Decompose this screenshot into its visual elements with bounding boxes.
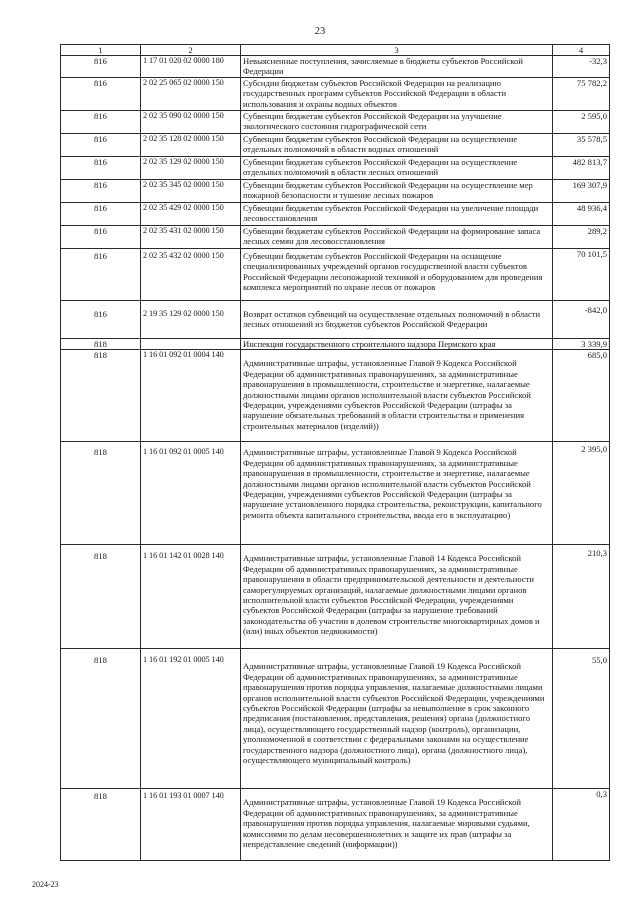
budget-code-cell: 2 02 35 129 02 0000 150 — [141, 157, 241, 180]
revenue-name-cell: Возврат остатков субвенций на осуществление отдельных полномочий в области лесных отношений из бюджетов субъектов Российской Федерации — [241, 301, 553, 339]
table-row — [61, 442, 610, 545]
admin-code-cell: 816 — [61, 56, 141, 78]
document-footer-code: 2024-23 — [32, 880, 59, 889]
budget-code-cell: 1 16 01 193 01 0007 140 — [141, 789, 241, 861]
amount-cell: 169 307,9 — [553, 180, 610, 203]
budget-code-cell: 1 16 01 142 01 0028 140 — [141, 545, 241, 649]
budget-code-cell: 2 02 35 345 02 0000 150 — [141, 180, 241, 203]
table-row — [61, 111, 610, 134]
page-number: 23 — [314, 26, 326, 37]
table-row — [61, 339, 610, 350]
amount-cell: 289,2 — [553, 226, 610, 249]
amount-cell: 48 936,4 — [553, 203, 610, 226]
amount-cell: 685,0 — [553, 350, 610, 442]
budget-code-cell: 2 02 35 432 02 0000 150 — [141, 249, 241, 301]
table-row — [61, 78, 610, 111]
table-row — [61, 226, 610, 249]
table-row — [61, 301, 610, 339]
table-header-row — [61, 45, 610, 56]
budget-code-cell: 2 02 25 065 02 0000 150 — [141, 78, 241, 111]
table-row — [61, 789, 610, 861]
amount-cell: 0,3 — [553, 789, 610, 861]
amount-cell: 35 578,5 — [553, 134, 610, 157]
table-row — [61, 56, 610, 78]
column-header: 4 — [553, 45, 610, 56]
table-row — [61, 545, 610, 649]
table-row — [61, 157, 610, 180]
amount-cell: 2 395,0 — [553, 442, 610, 545]
revenue-name-cell: Субвенции бюджетам субъектов Российской Федерации на осуществление мер пожарной безопасности и тушение лесных пожаров — [241, 180, 553, 203]
admin-code-cell: 818 — [61, 442, 141, 545]
revenue-name-cell: Административные штрафы, установленные Главой 9 Кодекса Российской Федерации об административных правонарушениях, за административные правонарушения в промышленности, строительстве и энергетике, налагаемые должностными лицами органов исполнительной власти субъектов Российской Федерации, учреждениями субъектов Российской Федерации (штрафы за нарушение обязательных требований в области строительства и применения строительных материалов (изделий)) — [241, 350, 553, 442]
admin-code-cell: 816 — [61, 226, 141, 249]
table-row — [61, 180, 610, 203]
revenue-name-cell: Невыясненные поступления, зачисляемые в бюджеты субъектов Российской Федерации — [241, 56, 553, 78]
amount-cell: -32,3 — [553, 56, 610, 78]
revenue-name-cell: Субвенции бюджетам субъектов Российской Федерации на оснащение специализированных учреждений органов государственной власти субъектов Российской Федерации лесопожарной техникой и оборудованием для проведения комплекса мероприятий по охране лесов от пожаров — [241, 249, 553, 301]
budget-code-cell: 1 16 01 192 01 0005 140 — [141, 649, 241, 789]
budget-code-cell: 2 02 35 431 02 0000 150 — [141, 226, 241, 249]
amount-cell: -842,0 — [553, 301, 610, 339]
admin-code-cell: 818 — [61, 649, 141, 789]
budget-code-cell: 2 02 35 429 02 0000 150 — [141, 203, 241, 226]
admin-code-cell: 816 — [61, 157, 141, 180]
admin-code-cell: 818 — [61, 350, 141, 442]
revenue-name-cell: Инспекция государственного строительного надзора Пермского края — [241, 339, 553, 350]
revenue-name-cell: Административные штрафы, установленные Главой 19 Кодекса Российской Федерации об административных правонарушениях, за административные правонарушения против порядка управления, налагаемые должностными лицами органов исполнительной власти субъектов Российской Федерации, учреждениями субъектов Российской Федерации (штрафы за невыполнение в срок законного предписания (постановления, представления, решения) органа (должностного лица), осуществляющего государственный надзор (контроль), организации, уполномоченной в соответствии с федеральными законами на осуществление государственного надзора (должностного лица), органа (должностного лица), осуществляющего муниципальный контроль) — [241, 649, 553, 789]
table-row — [61, 649, 610, 789]
table-row — [61, 350, 610, 442]
revenue-name-cell: Субвенции бюджетам субъектов Российской Федерации на осуществление отдельных полномочий в области лесных отношений — [241, 157, 553, 180]
table-row — [61, 134, 610, 157]
revenue-name-cell: Субвенции бюджетам субъектов Российской Федерации на улучшение экологического состояния гидрографической сети — [241, 111, 553, 134]
revenue-name-cell: Субвенции бюджетам субъектов Российской Федерации на увеличение площади лесовосстановления — [241, 203, 553, 226]
revenue-name-cell: Субвенции бюджетам субъектов Российской Федерации на осуществление отдельных полномочий в области водных отношений — [241, 134, 553, 157]
amount-cell: 75 782,2 — [553, 78, 610, 111]
revenue-name-cell: Административные штрафы, установленные Главой 19 Кодекса Российской Федерации об административных правонарушениях, за административные правонарушения против порядка управления, налагаемые мировыми судьями, комиссиями по делам несовершеннолетних и защите их прав (штрафы за непредставление сведений (информации)) — [241, 789, 553, 861]
table-row — [61, 249, 610, 301]
admin-code-cell: 818 — [61, 789, 141, 861]
budget-code-cell: 1 17 01 020 02 0000 180 — [141, 56, 241, 78]
admin-code-cell: 818 — [61, 339, 141, 350]
amount-cell: 482 813,7 — [553, 157, 610, 180]
table-row — [61, 203, 610, 226]
amount-cell: 210,3 — [553, 545, 610, 649]
budget-code-cell: 2 19 35 129 02 0000 150 — [141, 301, 241, 339]
amount-cell: 70 101,5 — [553, 249, 610, 301]
amount-cell: 3 339,9 — [553, 339, 610, 350]
budget-code-cell: 2 02 35 128 02 0000 150 — [141, 134, 241, 157]
revenue-name-cell: Административные штрафы, установленные Главой 9 Кодекса Российской Федерации об административных правонарушениях, за административные правонарушения в промышленности, строительстве и энергетике, налагаемые должностными лицами органов исполнительной власти субъектов Российской Федерации, учреждениями субъектов Российской Федерации (штрафы за нарушение установленного порядка строительства, реконструкции, капитального ремонта объекта капитального строительства, ввода его в эксплуатацию) — [241, 442, 553, 545]
budget-code-cell: 2 02 35 090 02 0000 150 — [141, 111, 241, 134]
admin-code-cell: 816 — [61, 180, 141, 203]
admin-code-cell: 816 — [61, 111, 141, 134]
admin-code-cell: 816 — [61, 301, 141, 339]
budget-code-cell: 1 16 01 092 01 0004 140 — [141, 350, 241, 442]
admin-code-cell: 816 — [61, 249, 141, 301]
budget-code-cell — [141, 339, 241, 350]
revenue-name-cell: Субвенции бюджетам субъектов Российской Федерации на формирование запаса лесных семян для лесовосстановления — [241, 226, 553, 249]
amount-cell: 55,0 — [553, 649, 610, 789]
revenue-table — [60, 44, 610, 861]
admin-code-cell: 816 — [61, 203, 141, 226]
amount-cell: 2 595,0 — [553, 111, 610, 134]
budget-code-cell: 1 16 01 092 01 0005 140 — [141, 442, 241, 545]
column-header: 3 — [241, 45, 553, 56]
revenue-name-cell: Субсидии бюджетам субъектов Российской Федерации на реализацию государственных программ субъектов Российской Федерации в области использования и охраны водных объектов — [241, 78, 553, 111]
column-header: 1 — [61, 45, 141, 56]
column-header: 2 — [141, 45, 241, 56]
admin-code-cell: 816 — [61, 134, 141, 157]
admin-code-cell: 816 — [61, 78, 141, 111]
admin-code-cell: 818 — [61, 545, 141, 649]
revenue-name-cell: Административные штрафы, установленные Главой 14 Кодекса Российской Федерации об административных правонарушениях, за административные правонарушения в области предпринимательской деятельности и деятельности саморегулируемых организаций, налагаемые должностными лицами органов исполнительной власти субъектов Российской Федерации, учреждениями субъектов Российской Федерации (штрафы за нарушение требований законодательства об участии в долевом строительстве многоквартирных домов и (или) иных объектов недвижимости) — [241, 545, 553, 649]
